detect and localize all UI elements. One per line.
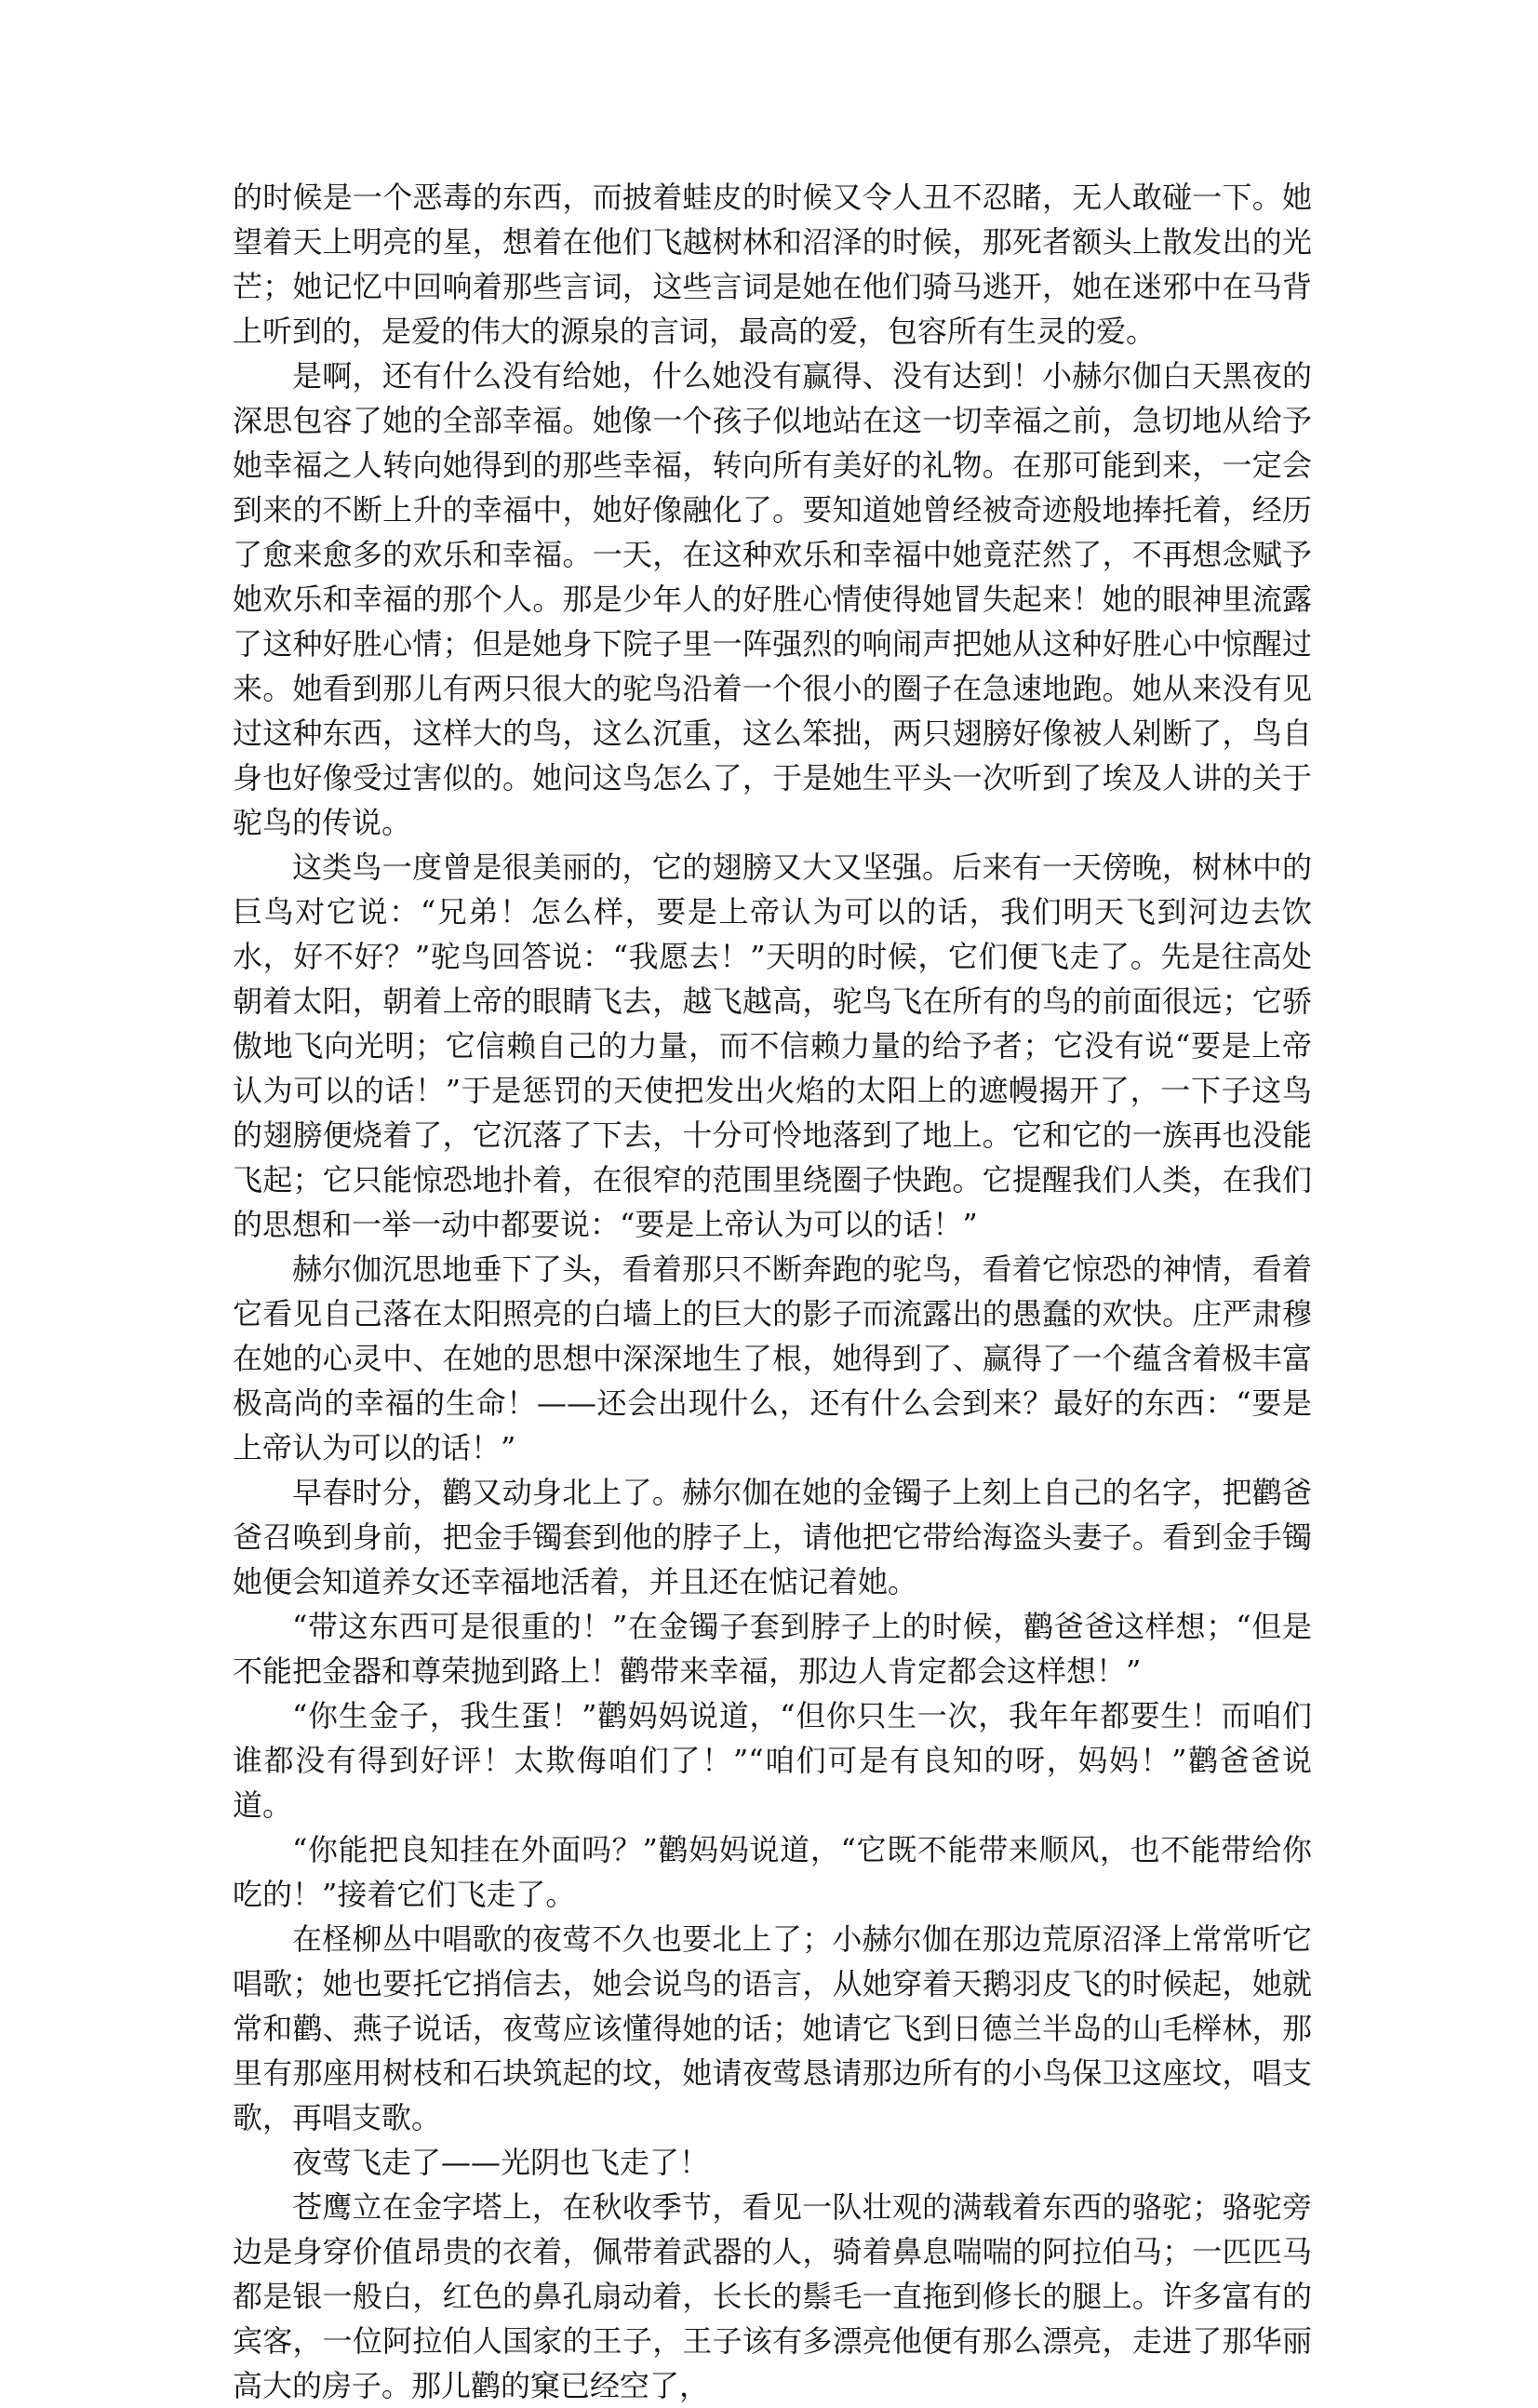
paragraph-3: 这类鸟一度曾是很美丽的，它的翅膀又大又坚强。后来有一天傍晚，树林中的巨鸟对它说：“兄弟！怎么样，要是上帝认为可以的话，我们明天飞到河边去饮水，好不好？”驼鸟回答说：“我愿去！”天明的时候，它们便飞走了。先是往高处朝着太阳，朝着上帝的眼睛飞去，越飞越高，驼鸟飞在所有的鸟的前面很远；它骄傲地飞向光明；它信赖自己的力量，而不信赖力量的给予者；它没有说“要是上帝认为可以的话！”于是惩罚的天使把发出火焰的太阳上的遮幔揭开了，一下子这鸟的翅膀便烧着了，它沉落了下去，十分可怜地落到了地上。它和它的一族再也没能飞起；它只能惊恐地扑着，在很窄的范围里绕圈子快跑。它提醒我们人类，在我们的思想和一举一动中都要说：“要是上帝认为可以的话！” bbox=[233, 849, 1312, 1242]
paragraph-9: 在柽柳丛中唱歌的夜莺不久也要北上了；小赫尔伽在那边荒原沼泽上常常听它唱歌；她也要托它捎信去，她会说鸟的语言，从她穿着天鹅羽皮飞的时候起，她就常和鹳、燕子说话，夜莺应该懂得她的话；她请它飞到日德兰半岛的山毛榉林，那里有那座用树枝和石块筑起的坟，她请夜莺恳请那边所有的小鸟保卫这座坟，唱支歌，再唱支歌。 bbox=[233, 1921, 1312, 2135]
paragraph-6: “带这东西可是很重的！”在金镯子套到脖子上的时候，鹳爸爸这样想；“但是不能把金器和尊荣抛到路上！鹳带来幸福，那边人肯定都会这样想！” bbox=[233, 1609, 1312, 1689]
paragraph-4: 赫尔伽沉思地垂下了头，看着那只不断奔跑的驼鸟，看着它惊恐的神情，看着它看见自己落在太阳照亮的白墙上的巨大的影子而流露出的愚蠢的欢快。庄严肃穆在她的心灵中、在她的思想中深深地生了根，她得到了、赢得了一个蕴含着极丰富极高尚的幸福的生命！——还会出现什么，还有什么会到来？最好的东西：“要是上帝认为可以的话！” bbox=[233, 1251, 1312, 1465]
paragraph-10: 夜莺飞走了——光阴也飞走了！ bbox=[292, 2145, 710, 2180]
paragraph-1: 的时候是一个恶毒的东西，而披着蛙皮的时候又令人丑不忍睹，无人敢碰一下。她望着天上明亮的星，想着在他们飞越树林和沼泽的时候，那死者额头上散发出的光芒；她记忆中回响着那些言词，这些言词是她在他们骑马逃开，她在迷邪中在马背上听到的，是爱的伟大的源泉的言词，最高的爱，包容所有生灵的爱。 bbox=[233, 180, 1312, 349]
document-page bbox=[233, 175, 1312, 2408]
paragraph-2: 是啊，还有什么没有给她，什么她没有赢得、没有达到！小赫尔伽白天黑夜的深思包容了她的全部幸福。她像一个孩子似地站在这一切幸福之前，急切地从给予她幸福之人转向她得到的那些幸福，转向所有美好的礼物。在那可能到来，一定会到来的不断上升的幸福中，她好像融化了。要知道她曾经被奇迹般地捧托着，经历了愈来愈多的欢乐和幸福。一天，在这种欢乐和幸福中她竟茫然了，不再想念赋予她欢乐和幸福的那个人。那是少年人的好胜心情使得她冒失起来！她的眼神里流露了这种好胜心情；但是她身下院子里一阵强烈的响闹声把她从这种好胜心中惊醒过来。她看到那儿有两只很大的驼鸟沿着一个很小的圈子在急速地跑。她从来没有见过这种东西，这样大的鸟，这么沉重，这么笨拙，两只翅膀好像被人剁断了，鸟自身也好像受过害似的。她问这鸟怎么了，于是她生平头一次听到了埃及人讲的关于驼鸟的传说。 bbox=[233, 358, 1312, 840]
paragraph-7: “你生金子，我生蛋！”鹳妈妈说道，“但你只生一次，我年年都要生！而咱们谁都没有得到好评！太欺侮咱们了！”“咱们可是有良知的呀，妈妈！”鹳爸爸说道。 bbox=[233, 1698, 1312, 1823]
paragraph-11: 苍鹰立在金字塔上，在秋收季节，看见一队壮观的满载着东西的骆驼；骆驼旁边是身穿价值昂贵的衣着，佩带着武器的人，骑着鼻息喘喘的阿拉伯马；一匹匹马都是银一般白，红色的鼻孔扇动着，长长的鬃毛一直拖到修长的腿上。许多富有的宾客，一位阿拉伯人国家的王子，王子该有多漂亮他便有那么漂亮，走进了那华丽高大的房子。那儿鹳的窠已经空了， bbox=[233, 2189, 1312, 2403]
paragraph-5: 早春时分，鹳又动身北上了。赫尔伽在她的金镯子上刻上自己的名字，把鹳爸爸召唤到身前，把金手镯套到他的脖子上，请他把它带给海盗头妻子。看到金手镯她便会知道养女还幸福地活着，并且还在惦记着她。 bbox=[233, 1475, 1312, 1599]
paragraph-8: “你能把良知挂在外面吗？”鹳妈妈说道，“它既不能带来顺风，也不能带给你吃的！”接着它们飞走了。 bbox=[233, 1832, 1312, 1912]
